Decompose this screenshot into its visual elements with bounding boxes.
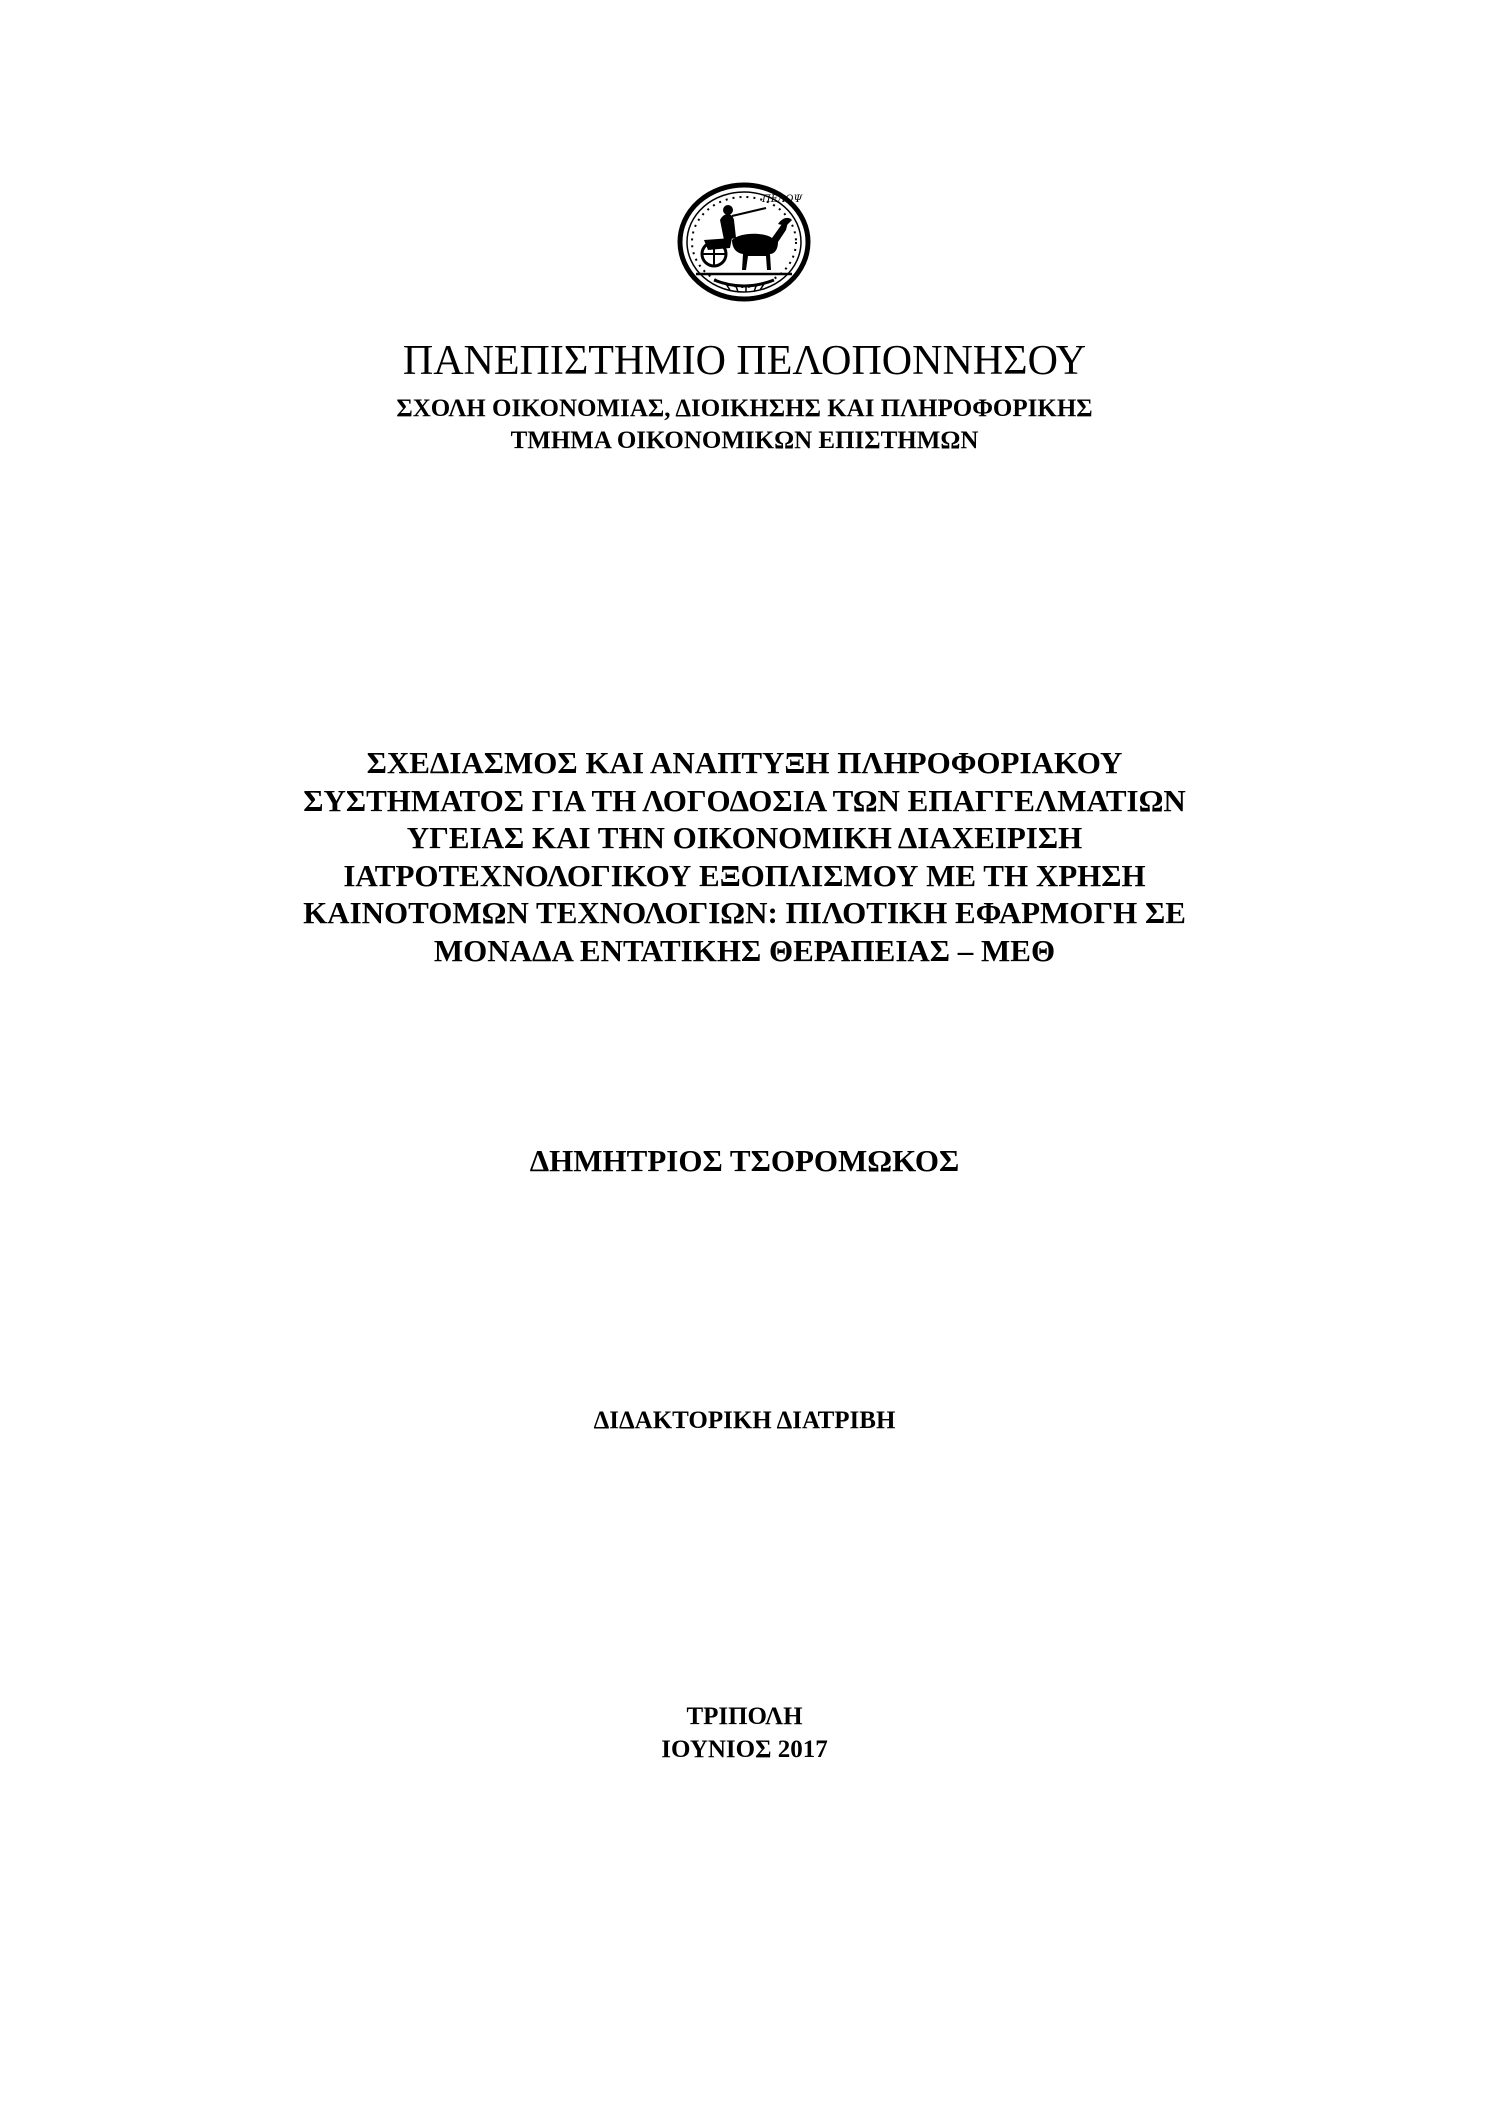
thesis-title	[0, 744, 1489, 969]
thesis-title-line: ΚΑΙΝΟΤΟΜΩΝ ΤΕΧΝΟΛΟΓΙΩΝ: ΠΙΛΟΤΙΚΗ ΕΦΑΡΜΟΓΗ ΣΕ	[303, 895, 1186, 930]
thesis-title-line: ΙΑΤΡΟΤΕΧΝΟΛΟΓΙΚΟΥ ΕΞΟΠΛΙΣΜΟΥ ΜΕ ΤΗ ΧΡΗΣΗ	[343, 857, 1146, 893]
thesis-title-line: ΜΟΝΑΔΑ ΕΝΤΑΤΙΚΗΣ ΘΕΡΑΠΕΙΑΣ – ΜΕΘ	[433, 932, 1056, 968]
seal-inscription: ΠΕΛΟΨ	[762, 194, 803, 205]
document-type: ΔΙΔΑΚΤΟΡΙΚΗ ΔΙΑΤΡΙΒΗ	[593, 1407, 896, 1434]
date: ΙΟΥΝΙΟΣ 2017	[661, 1736, 828, 1763]
thesis-title-line: ΣΧΕΔΙΑΣΜΟΣ ΚΑΙ ΑΝΑΠΤΥΞΗ ΠΛΗΡΟΦΟΡΙΑΚΟΥ	[366, 745, 1123, 780]
thesis-title-line: ΣΥΣΤΗΜΑΤΟΣ ΓΙΑ ΤΗ ΛΟΓΟΔΟΣΙΑ ΤΩΝ ΕΠΑΓΓΕΛΜΑΤΙΩΝ	[303, 782, 1186, 818]
author-name: ΔΗΜΗΤΡΙΟΣ ΤΣΟΡΟΜΩΚΟΣ	[529, 1143, 960, 1178]
city: ΤΡΙΠΟΛΗ	[686, 1703, 803, 1730]
university-seal-icon	[674, 180, 814, 305]
school-name: ΣΧΟΛΗ ΟΙΚΟΝΟΜΙΑΣ, ΔΙΟΙΚΗΣΗΣ ΚΑΙ ΠΛΗΡΟΦΟΡΙΚΗΣ	[396, 395, 1093, 422]
university-name: ΠΑΝΕΠΙΣΤΗΜΙΟ ΠΕΛΟΠΟΝΝΗΣΟΥ	[402, 338, 1087, 384]
department-name: ΤΜΗΜΑ ΟΙΚΟΝΟΜΙΚΩΝ ΕΠΙΣΤΗΜΩΝ	[510, 427, 979, 454]
thesis-title-line: ΥΓΕΙΑΣ ΚΑΙ ΤΗΝ ΟΙΚΟΝΟΜΙΚΗ ΔΙΑΧΕΙΡΙΣΗ	[406, 820, 1083, 855]
